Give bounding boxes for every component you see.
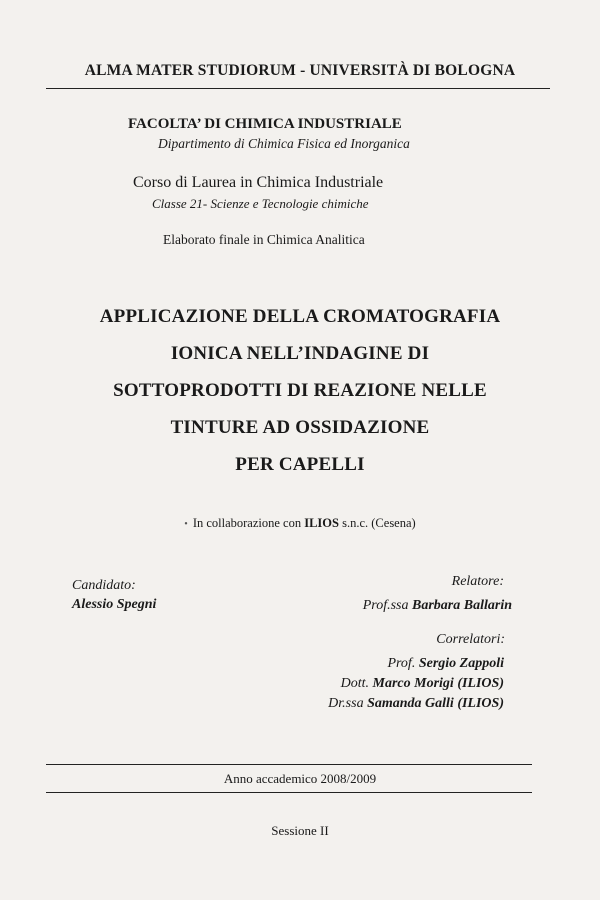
co-supervisor-name: Marco Morigi (ILIOS) bbox=[372, 676, 504, 691]
faculty-name: FACOLTA’ DI CHIMICA INDUSTRIALE bbox=[128, 116, 402, 132]
course-name: Corso di Laurea in Chimica Industriale bbox=[133, 174, 384, 191]
title-line: TINTURE AD OSSIDAZIONE bbox=[170, 417, 430, 438]
title-line: PER CAPELLI bbox=[235, 454, 365, 475]
supervisor-title: Prof.ssa bbox=[362, 598, 409, 613]
co-supervisor-line bbox=[341, 676, 504, 692]
co-supervisor-line bbox=[328, 696, 504, 712]
supervisor-name-line bbox=[363, 598, 512, 614]
co-supervisor-name: Sergio Zappoli bbox=[418, 656, 504, 671]
co-supervisors-label: Correlatori: bbox=[436, 632, 505, 647]
co-supervisor-title: Dott. bbox=[340, 676, 370, 691]
academic-year: Anno accademico 2008/2009 bbox=[223, 771, 377, 786]
supervisor-name: Barbara Ballarin bbox=[412, 598, 512, 613]
title-line: IONICA NELL’INDAGINE DI bbox=[170, 343, 430, 364]
bullet-dot: • bbox=[184, 519, 188, 530]
co-supervisor-name: Samanda Galli (ILIOS) bbox=[367, 696, 504, 711]
session: Sessione II bbox=[271, 823, 329, 838]
title-line: APPLICAZIONE DELLA CROMATOGRAFIA bbox=[99, 306, 501, 327]
collaboration-suffix: s.n.c. (Cesena) bbox=[342, 516, 416, 530]
candidate-label: Candidato: bbox=[72, 578, 136, 593]
candidate-name: Alessio Spegni bbox=[72, 597, 157, 612]
department-name: Dipartimento di Chimica Fisica ed Inorganica bbox=[158, 136, 410, 151]
title-line: SOTTOPRODOTTI DI REAZIONE NELLE bbox=[113, 380, 487, 401]
co-supervisor-title: Prof. bbox=[387, 656, 416, 671]
thesis-title bbox=[0, 298, 600, 483]
co-supervisor-line bbox=[387, 656, 504, 672]
collaboration-prefix: In collaborazione con bbox=[192, 516, 302, 530]
co-supervisor-title: Dr.ssa bbox=[328, 696, 364, 711]
course-class: Classe 21- Scienze e Tecnologie chimiche bbox=[152, 196, 369, 211]
collaboration-company: ILIOS bbox=[304, 516, 339, 530]
footer-divider-bottom bbox=[46, 792, 532, 793]
footer-divider-top bbox=[46, 764, 532, 765]
collaboration-note bbox=[0, 516, 600, 531]
university-name: ALMA MATER STUDIORUM - UNIVERSITÀ DI BOLOGNA bbox=[84, 62, 516, 79]
supervisor-label: Relatore: bbox=[451, 574, 504, 589]
elaborato-subject: Elaborato finale in Chimica Analitica bbox=[163, 232, 365, 247]
header-divider bbox=[46, 88, 550, 89]
